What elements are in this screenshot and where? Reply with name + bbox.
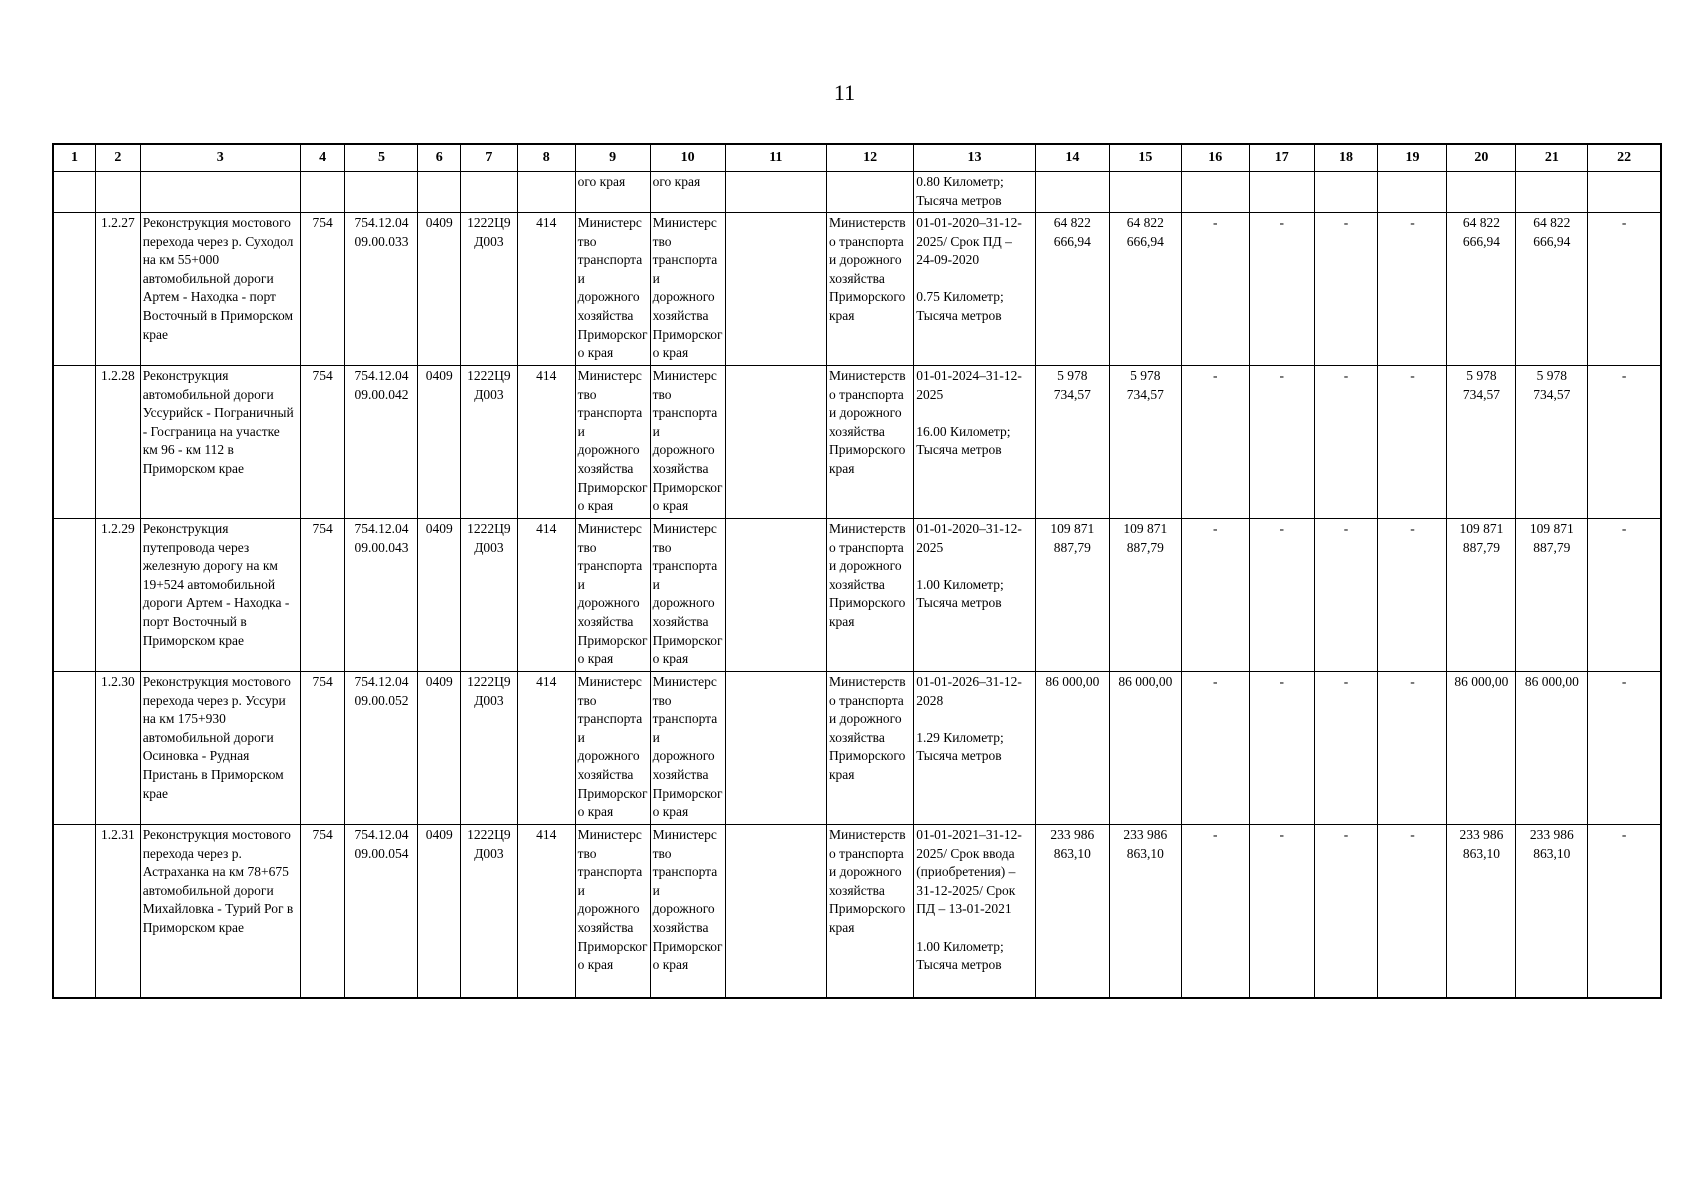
table-cell	[96, 172, 141, 213]
table-cell: 86 000,00	[1447, 672, 1516, 825]
table-cell: 754.12.04 09.00.043	[345, 519, 418, 672]
table-cell: -	[1588, 672, 1661, 825]
table-cell: 1222Ц9 Д003	[461, 366, 518, 519]
table-cell: -	[1314, 519, 1378, 672]
table-row	[53, 519, 1661, 672]
table-cell: 01-01-2021–31-12-2025/ Срок ввода (приобретения) – 31-12-2025/ Срок ПД – 13-01-2021 1.00 Километр; Тысяча метров	[914, 825, 1036, 999]
table-cell: -	[1588, 366, 1661, 519]
table-cell: ого края	[575, 172, 650, 213]
table-cell	[1314, 172, 1378, 213]
table-cell: -	[1588, 213, 1661, 366]
table-cell: -	[1249, 519, 1314, 672]
col-header: 14	[1035, 144, 1109, 172]
table-cell: -	[1249, 672, 1314, 825]
col-header: 19	[1378, 144, 1447, 172]
col-header: 20	[1447, 144, 1516, 172]
table-cell: 1222Ц9 Д003	[461, 519, 518, 672]
page-number: 11	[833, 80, 856, 105]
table-cell: 109 871 887,79	[1109, 519, 1181, 672]
table-cell: 0409	[418, 366, 461, 519]
table-cell: Реконструкция мостового перехода через р. Уссури на км 175+930 автомобильной дороги Осиновка - Рудная Пристань в Приморском крае	[140, 672, 300, 825]
table-cell: Реконструкция автомобильной дороги Уссурийск - Пограничный - Госграница на участке км 96 - км 112 в Приморском крае	[140, 366, 300, 519]
table-cell: 414	[517, 672, 575, 825]
col-header: 4	[300, 144, 345, 172]
table-cell	[725, 519, 826, 672]
table-cell: 01-01-2020–31-12-2025/ Срок ПД – 24-09-2020 0.75 Километр; Тысяча метров	[914, 213, 1036, 366]
table-row	[53, 825, 1661, 999]
table-cell: Министерство транспорта и дорожного хозяйства Приморского края	[650, 825, 725, 999]
table-cell: 5 978 734,57	[1516, 366, 1588, 519]
table-cell: 01-01-2026–31-12-2028 1.29 Километр; Тысяча метров	[914, 672, 1036, 825]
table-cell: -	[1181, 366, 1249, 519]
table-cell	[517, 172, 575, 213]
col-header: 8	[517, 144, 575, 172]
col-header: 6	[418, 144, 461, 172]
table-cell	[461, 172, 518, 213]
table-cell: Министерство транспорта и дорожного хозяйства Приморского края	[575, 672, 650, 825]
col-header: 1	[53, 144, 96, 172]
table-cell: 86 000,00	[1516, 672, 1588, 825]
table-cell: 5 978 734,57	[1447, 366, 1516, 519]
col-header: 18	[1314, 144, 1378, 172]
table-cell: 754	[300, 672, 345, 825]
col-header: 17	[1249, 144, 1314, 172]
table-cell: -	[1378, 519, 1447, 672]
table-cell: 5 978 734,57	[1035, 366, 1109, 519]
table-cell: 754	[300, 213, 345, 366]
table-cell	[53, 825, 96, 999]
table-cell: -	[1314, 672, 1378, 825]
table-cell: 754.12.04 09.00.052	[345, 672, 418, 825]
col-header: 11	[725, 144, 826, 172]
table-cell: Министерство транспорта и дорожного хозяйства Приморского края	[827, 366, 914, 519]
table-cell	[418, 172, 461, 213]
table-row	[53, 672, 1661, 825]
table-cell	[1588, 172, 1661, 213]
table-cell: -	[1378, 672, 1447, 825]
table-cell	[53, 519, 96, 672]
table-cell	[345, 172, 418, 213]
table-cell: 414	[517, 366, 575, 519]
table-cell: Министерство транспорта и дорожного хозяйства Приморского края	[827, 672, 914, 825]
table-cell: 1.2.29	[96, 519, 141, 672]
table-cell	[725, 672, 826, 825]
col-header: 13	[914, 144, 1036, 172]
table-cell	[300, 172, 345, 213]
table-cell: 1.2.28	[96, 366, 141, 519]
table-cell: 233 986 863,10	[1447, 825, 1516, 999]
table-cell: 1.2.27	[96, 213, 141, 366]
col-header: 7	[461, 144, 518, 172]
table-cell	[140, 172, 300, 213]
table-cell: Реконструкция мостового перехода через р. Астраханка на км 78+675 автомобильной дороги Михайловка - Турий Рог в Приморском крае	[140, 825, 300, 999]
table-cell: -	[1314, 366, 1378, 519]
table-cell: Министерство транспорта и дорожного хозяйства Приморского края	[575, 366, 650, 519]
table-cell	[725, 213, 826, 366]
table-cell: 414	[517, 825, 575, 999]
table-cell: 64 822 666,94	[1035, 213, 1109, 366]
table-cell	[1035, 172, 1109, 213]
table-cell: 233 986 863,10	[1109, 825, 1181, 999]
table-cell	[1447, 172, 1516, 213]
col-header: 3	[140, 144, 300, 172]
col-header: 15	[1109, 144, 1181, 172]
header-row	[53, 144, 1661, 172]
table-cell: 0409	[418, 672, 461, 825]
table-cell: 109 871 887,79	[1447, 519, 1516, 672]
table-cell: 64 822 666,94	[1516, 213, 1588, 366]
table-cell: 01-01-2020–31-12-2025 1.00 Километр; Тысяча метров	[914, 519, 1036, 672]
table-cell: -	[1588, 825, 1661, 999]
table-cell: 109 871 887,79	[1516, 519, 1588, 672]
table-cell: 754	[300, 366, 345, 519]
col-header: 16	[1181, 144, 1249, 172]
table-cell: 0409	[418, 825, 461, 999]
table-cell: Министерство транспорта и дорожного хозяйства Приморского края	[827, 519, 914, 672]
table-cell: 109 871 887,79	[1035, 519, 1109, 672]
table-cell: Реконструкция путепровода через железную дорогу на км 19+524 автомобильной дороги Артем - Находка - порт Восточный в Приморском крае	[140, 519, 300, 672]
table-cell	[53, 213, 96, 366]
table-cell: -	[1378, 825, 1447, 999]
table-cell: 1222Ц9 Д003	[461, 825, 518, 999]
table-cell: Министерство транспорта и дорожного хозяйства Приморского края	[827, 825, 914, 999]
table-cell: ого края	[650, 172, 725, 213]
table-cell	[1181, 172, 1249, 213]
table-cell: -	[1181, 213, 1249, 366]
table-cell: -	[1249, 213, 1314, 366]
table-cell: 414	[517, 519, 575, 672]
table-cell: 1222Ц9 Д003	[461, 672, 518, 825]
table-cell: 233 986 863,10	[1035, 825, 1109, 999]
table-cell: Реконструкция мостового перехода через р. Суходол на км 55+000 автомобильной дороги Артем - Находка - порт Восточный в Приморском крае	[140, 213, 300, 366]
table-cell: 0409	[418, 519, 461, 672]
table-cell: -	[1588, 519, 1661, 672]
col-header: 10	[650, 144, 725, 172]
table-cell: Министерство транспорта и дорожного хозяйства Приморского края	[575, 519, 650, 672]
table-cell: Министерство транспорта и дорожного хозяйства Приморского края	[650, 519, 725, 672]
table-cell: 233 986 863,10	[1516, 825, 1588, 999]
col-header: 5	[345, 144, 418, 172]
table-cell: 0409	[418, 213, 461, 366]
table-cell	[1516, 172, 1588, 213]
table-cell: -	[1249, 366, 1314, 519]
table-cell: -	[1181, 825, 1249, 999]
table-cell: 1.2.30	[96, 672, 141, 825]
col-header: 9	[575, 144, 650, 172]
table-cell: Министерство транспорта и дорожного хозяйства Приморского края	[575, 825, 650, 999]
table-cell: 64 822 666,94	[1109, 213, 1181, 366]
table-cell	[725, 172, 826, 213]
budget-table	[52, 143, 1662, 999]
table-cell	[53, 366, 96, 519]
table-cell: Министерство транспорта и дорожного хозяйства Приморского края	[575, 213, 650, 366]
table-cell	[1249, 172, 1314, 213]
continuation-row	[53, 172, 1661, 213]
table-cell: 754.12.04 09.00.042	[345, 366, 418, 519]
table-cell: Министерство транспорта и дорожного хозяйства Приморского края	[650, 213, 725, 366]
table-cell	[53, 672, 96, 825]
table-cell: 0.80 Километр; Тысяча метров	[914, 172, 1036, 213]
table-cell	[53, 172, 96, 213]
table-cell: Министерство транспорта и дорожного хозяйства Приморского края	[650, 366, 725, 519]
table-cell: -	[1181, 672, 1249, 825]
table-cell	[1109, 172, 1181, 213]
table-cell: 414	[517, 213, 575, 366]
table-cell: -	[1181, 519, 1249, 672]
table-cell: -	[1249, 825, 1314, 999]
table-cell: 86 000,00	[1109, 672, 1181, 825]
col-header: 21	[1516, 144, 1588, 172]
table-cell: 1.2.31	[96, 825, 141, 999]
col-header: 2	[96, 144, 141, 172]
col-header: 22	[1588, 144, 1661, 172]
table-cell: 1222Ц9 Д003	[461, 213, 518, 366]
table-cell: 5 978 734,57	[1109, 366, 1181, 519]
table-cell: 754	[300, 519, 345, 672]
table-cell: 754.12.04 09.00.033	[345, 213, 418, 366]
table-cell: 754	[300, 825, 345, 999]
table-cell: -	[1378, 366, 1447, 519]
table-cell: 754.12.04 09.00.054	[345, 825, 418, 999]
table-cell	[1378, 172, 1447, 213]
table-cell: -	[1314, 213, 1378, 366]
table-cell: 86 000,00	[1035, 672, 1109, 825]
table-cell: -	[1378, 213, 1447, 366]
table-cell: 64 822 666,94	[1447, 213, 1516, 366]
col-header: 12	[827, 144, 914, 172]
table-cell: Министерство транспорта и дорожного хозяйства Приморского края	[827, 213, 914, 366]
table-cell: -	[1314, 825, 1378, 999]
table-cell: Министерство транспорта и дорожного хозяйства Приморского края	[650, 672, 725, 825]
table-row	[53, 366, 1661, 519]
table-cell	[827, 172, 914, 213]
table-row	[53, 213, 1661, 366]
table-cell: 01-01-2024–31-12-2025 16.00 Километр; Тысяча метров	[914, 366, 1036, 519]
table-cell	[725, 825, 826, 999]
table-cell	[725, 366, 826, 519]
